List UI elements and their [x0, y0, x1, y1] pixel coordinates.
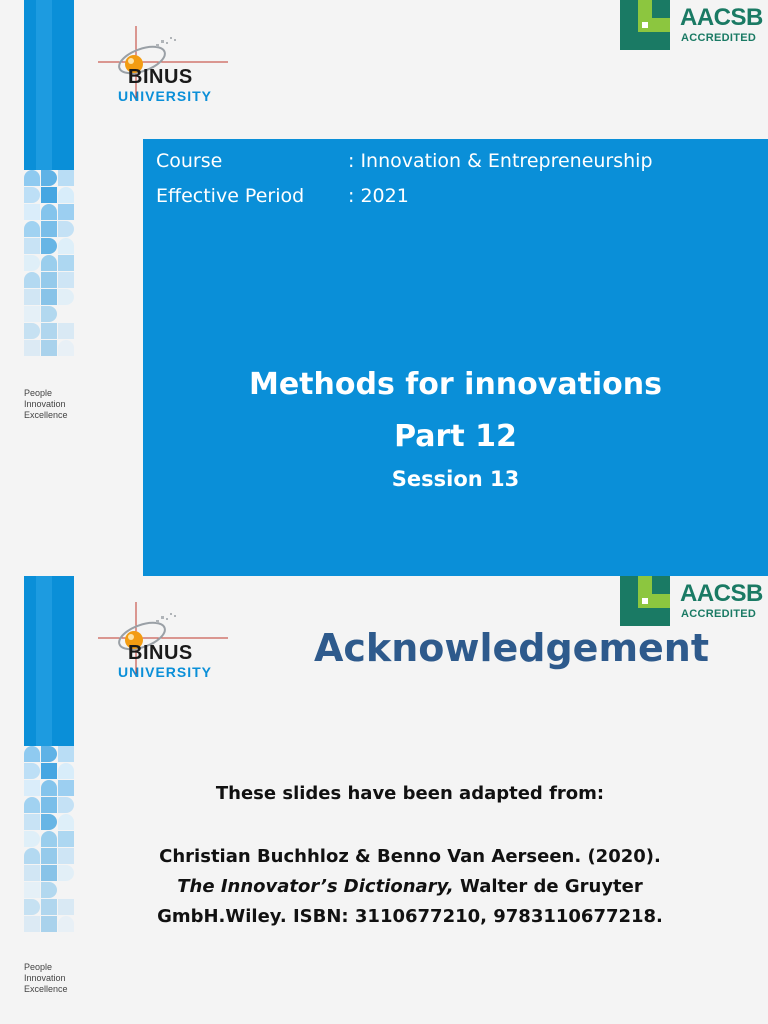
decorative-tile [41, 831, 57, 847]
reference-intro: These slides have been adapted from: [215, 783, 605, 804]
citation-book-title: The Innovator’s Dictionary, [177, 876, 454, 897]
citation-publisher: Walter de Gruyter [453, 876, 643, 897]
binus-logo [98, 602, 258, 692]
aacsb-badge [620, 576, 768, 626]
aacsb-text: AACSB [680, 4, 763, 31]
decorative-tile [24, 306, 40, 322]
decorative-tile [41, 238, 57, 254]
decorative-tile [58, 797, 74, 813]
lecture-title: Methods for innovations [248, 367, 663, 402]
decorative-tile [58, 187, 74, 203]
decorative-tile [58, 289, 74, 305]
decorative-tile [24, 170, 40, 186]
decorative-tile [58, 763, 74, 779]
logo-subtitle: UNIVERSITY [118, 664, 213, 680]
decorative-tile [24, 746, 40, 762]
session-label: Session 13 [391, 467, 520, 491]
citation-title-line [100, 872, 720, 902]
decorative-tile [58, 916, 74, 932]
decorative-tile [58, 865, 74, 881]
reference-citation [100, 842, 720, 932]
decorative-tile [41, 780, 57, 796]
decorative-tile [24, 204, 40, 220]
decorative-tile [41, 746, 57, 762]
decorative-tile [58, 238, 74, 254]
decorative-tile [24, 899, 40, 915]
decorative-tile [41, 221, 57, 237]
decorative-tile [58, 814, 74, 830]
decorative-tile [24, 865, 40, 881]
decorative-tile [41, 899, 57, 915]
decorative-tile [24, 916, 40, 932]
decorative-tile [24, 238, 40, 254]
decorative-tile [41, 306, 57, 322]
accredited-text: ACCREDITED [681, 608, 757, 620]
decorative-tile [24, 221, 40, 237]
decorative-tile [24, 289, 40, 305]
decorative-tile [24, 848, 40, 864]
course-label: Course [156, 150, 223, 172]
logo-subtitle: UNIVERSITY [118, 88, 213, 104]
accredited-text: ACCREDITED [681, 32, 757, 44]
decorative-tile [58, 746, 74, 762]
slide-title: Acknowledgement [314, 626, 710, 670]
decorative-tile [24, 814, 40, 830]
decorative-tile [58, 255, 74, 271]
decorative-tile [24, 340, 40, 356]
decorative-tile [58, 221, 74, 237]
logo-name: BINUS [128, 642, 193, 664]
decorative-tile [24, 187, 40, 203]
decorative-tile [41, 255, 57, 271]
logo-name: BINUS [128, 66, 193, 88]
lecture-part: Part 12 [394, 419, 517, 454]
decorative-tile [41, 170, 57, 186]
binus-logo [98, 26, 258, 116]
decorative-tile [24, 272, 40, 288]
decorative-tile [58, 204, 74, 220]
decorative-tile [41, 323, 57, 339]
decorative-tile [58, 831, 74, 847]
decorative-tile [41, 797, 57, 813]
brand-tagline: People Innovation Excellence [24, 388, 68, 420]
decorative-tile [58, 170, 74, 186]
decorative-tile [41, 814, 57, 830]
period-label: Effective Period [156, 185, 305, 207]
aacsb-text: AACSB [680, 580, 763, 607]
decorative-tile [24, 255, 40, 271]
acknowledgement-slide [0, 576, 768, 1024]
decorative-tile [41, 340, 57, 356]
aacsb-mark-icon [620, 0, 670, 50]
decorative-tile [41, 289, 57, 305]
decorative-tile [24, 780, 40, 796]
decorative-tile [58, 272, 74, 288]
decorative-tile [24, 763, 40, 779]
citation-isbn: GmbH.Wiley. ISBN: 3110677210, 9783110677218. [157, 906, 663, 927]
brand-tagline: People Innovation Excellence [24, 962, 68, 994]
decorative-tile [58, 340, 74, 356]
decorative-tile [24, 797, 40, 813]
course-panel [143, 139, 768, 576]
aacsb-badge [620, 0, 768, 50]
decorative-tile [24, 882, 40, 898]
decorative-tile [58, 780, 74, 796]
citation-authors: Christian Buchhloz & Benno Van Aerseen. (2020). [159, 846, 661, 867]
decorative-tile [24, 831, 40, 847]
decorative-tile [41, 272, 57, 288]
decorative-tile [58, 848, 74, 864]
period-value: : 2021 [348, 185, 409, 207]
aacsb-mark-icon [620, 576, 670, 626]
decorative-tile [41, 187, 57, 203]
decorative-tile [41, 882, 57, 898]
course-row [156, 150, 653, 172]
decorative-tile [58, 323, 74, 339]
decorative-side-bar [24, 576, 74, 946]
course-value: : Innovation & Entrepreneurship [348, 150, 653, 172]
decorative-tile [24, 323, 40, 339]
decorative-tile [41, 763, 57, 779]
decorative-tile [41, 204, 57, 220]
period-row [156, 185, 409, 207]
decorative-tile [41, 916, 57, 932]
decorative-tile [41, 865, 57, 881]
decorative-tile [58, 899, 74, 915]
decorative-tile [41, 848, 57, 864]
decorative-side-bar [24, 0, 74, 370]
